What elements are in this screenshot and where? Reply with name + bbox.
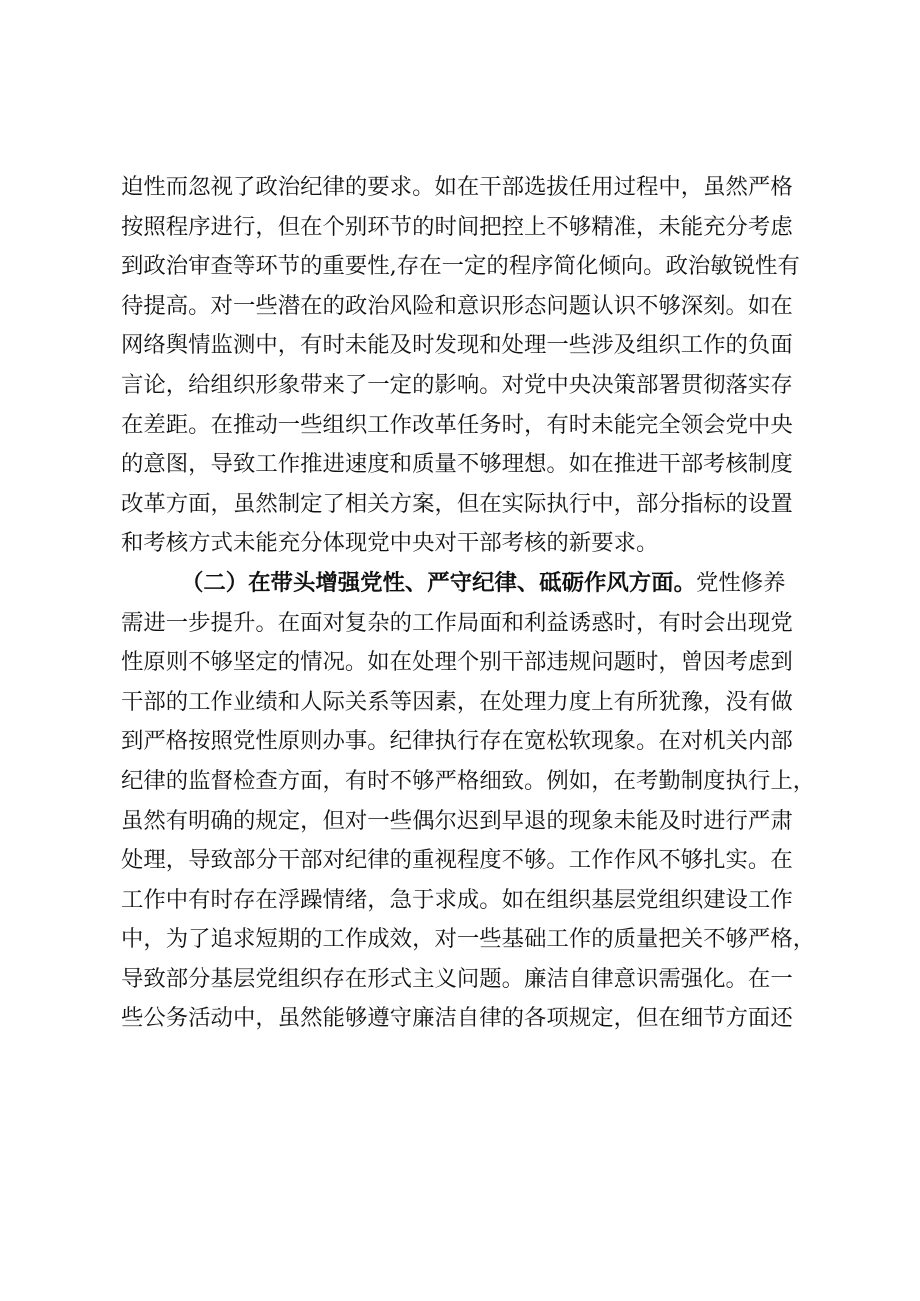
text-line: 处理，导致部分干部对纪律的重视程度不够。工作作风不够扎实。在 — [121, 847, 793, 874]
text-line: 待提高。对一些潜在的政治风险和意识形态问题认识不够深刻。如在 — [121, 292, 793, 319]
heading-line-rest: 党性修养 — [695, 569, 786, 596]
text-line: 需进一步提升。在面对复杂的工作局面和利益诱惑时，有时会出现党 — [121, 609, 793, 636]
text-line: 网络舆情监测中，有时未能及时发现和处理一些涉及组织工作的负面 — [121, 332, 793, 359]
text-line: 导致部分基层党组织存在形式主义问题。廉洁自律意识需强化。在一 — [121, 965, 793, 992]
text-line: 纪律的监督检查方面，有时不够严格细致。例如，在考勤制度执行上， — [121, 767, 816, 794]
text-line: 性原则不够坚定的情况。如在处理个别干部违规问题时，曾因考虑到 — [121, 649, 793, 676]
text-line: 虽然有明确的规定，但对一些偶尔迟到早退的现象未能及时进行严肃 — [121, 807, 793, 834]
section-heading: （二）在带头增强党性、严守纪律、砥砺作风方面。 — [181, 569, 696, 596]
text-line: 按照程序进行，但在个别环节的时间把控上不够精准，未能充分考虑 — [121, 213, 793, 240]
text-line: 工作中有时存在浮躁情绪，急于求成。如在组织基层党组织建设工作 — [121, 886, 793, 913]
text-line: 改革方面，虽然制定了相关方案，但在实际执行中，部分指标的设置 — [121, 490, 793, 517]
text-line: 和考核方式未能充分体现党中央对干部考核的新要求。 — [121, 530, 659, 557]
text-line: 的意图，导致工作推进速度和质量不够理想。如在推进干部考核制度 — [121, 451, 793, 478]
text-line: 到严格按照党性原则办事。纪律执行存在宽松软现象。在对机关内部 — [121, 728, 793, 755]
text-line: 迫性而忽视了政治纪律的要求。如在干部选拔任用过程中，虽然严格 — [121, 174, 793, 200]
text-line: 在差距。在推动一些组织工作改革任务时，有时未能完全领会党中央 — [121, 411, 793, 438]
text-line: 中，为了追求短期的工作成效，对一些基础工作的质量把关不够严格， — [121, 926, 816, 953]
text-line: 干部的工作业绩和人际关系等因素，在处理力度上有所犹豫，没有做 — [121, 688, 793, 715]
text-line: 些公务活动中，虽然能够遵守廉洁自律的各项规定，但在细节方面还 — [121, 1005, 793, 1032]
text-line: 言论，给组织形象带来了一定的影响。对党中央决策部署贯彻落实存 — [121, 371, 793, 398]
text-line: 到政治审查等环节的重要性,存在一定的程序简化倾向。政治敏锐性有 — [121, 253, 800, 280]
body-text — [121, 168, 821, 1039]
section-heading-line — [121, 564, 821, 604]
